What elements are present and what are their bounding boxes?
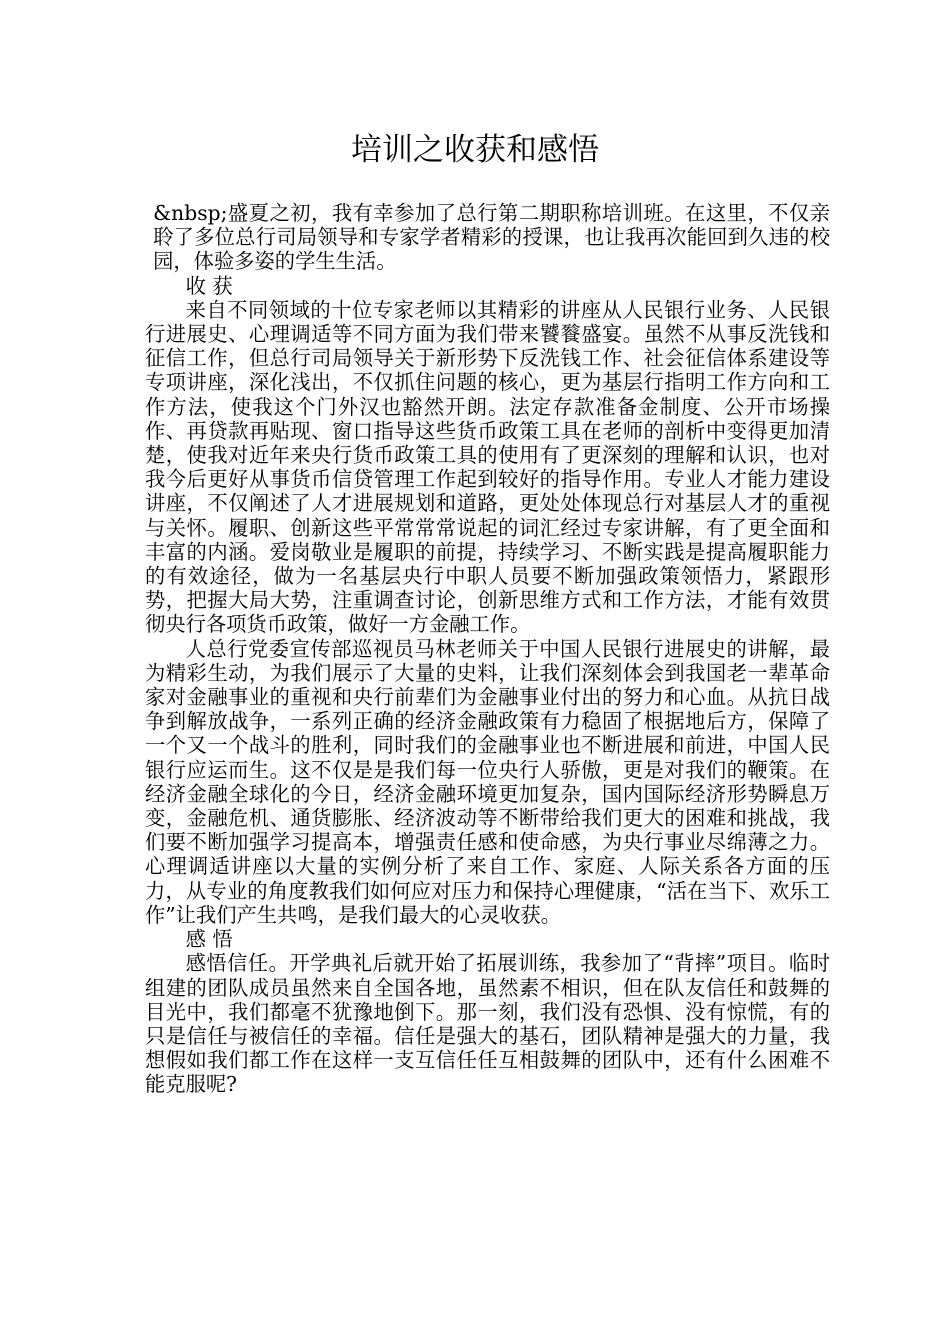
insight-paragraph-1: 感悟信任。开学典礼后就开始了拓展训练，我参加了“背摔”项目。临时组建的团队成员虽然来自全国各地，虽然素不相识，但在队友信任和鼓舞的目光中，我们都毫不犹豫地倒下。那一刻，我们没有恐惧、没有惊慌，有的只是信任与被信任的幸福。信任是强大的基石，团队精神是强大的力量，我想假如我们都工作在这样一支互信任任互相鼓舞的团队中，还有什么困难不能克服呢?	[145, 951, 830, 1097]
harvest-paragraph-2: 人总行党委宣传部巡视员马林老师关于中国人民银行进展史的讲解，最为精彩生动，为我们展示了大量的史料，让我们深刻体会到我国老一辈革命家对金融事业的重视和央行前辈们为金融事业付出的努力和心血。从抗日战争到解放战争，一系列正确的经济金融政策有力稳固了根据地后方，保障了一个又一个战斗的胜利，同时我们的金融事业也不断进展和前进，中国人民银行应运而生。这不仅是是我们每一位央行人骄傲，更是对我们的鞭策。在经济金融全球化的今日，经济金融环境更加复杂，国内国际经济形势瞬息万变，金融危机、通货膨胀、经济波动等不断带给我们更大的困难和挑战，我们要不断加强学习提高本，增强责任感和使命感，为央行事业尽绵薄之力。心理调适讲座以大量的实例分析了来自工作、家庭、人际关系各方面的压力，从专业的角度教我们如何应对压力和保持心理健康，“活在当下、欢乐工作”让我们产生共鸣，是我们最大的心灵收获。	[145, 636, 830, 927]
document-body	[145, 201, 830, 1097]
section-heading-insight: 感 悟	[185, 927, 233, 952]
section-heading-harvest: 收 获	[185, 273, 233, 298]
intro-paragraph: &nbsp;盛夏之初，我有幸参加了总行第二期职称培训班。在这里，不仅亲聆了多位总行司局领导和专家学者精彩的授课，也让我再次能回到久违的校园，体验多姿的学生生活。	[153, 201, 830, 274]
document-title: 培训之收获和感悟	[351, 132, 599, 168]
harvest-paragraph-1: 来自不同领域的十位专家老师以其精彩的讲座从人民银行业务、人民银行进展史、心理调适等不同方面为我们带来饕餮盛宴。虽然不从事反洗钱和征信工作，但总行司局领导关于新形势下反洗钱工作、社会征信体系建设等专项讲座，深化浅出，不仅抓住问题的核心，更为基层行指明工作方向和工作方法，使我这个门外汉也豁然开朗。法定存款准备金制度、公开市场操作、再贷款再贴现、窗口指导这些货币政策工具在老师的剖析中变得更加清楚，使我对近年来央行货币政策工具的使用有了更深刻的理解和认识，也对我今后更好从事货币信贷管理工作起到较好的指导作用。专业人才能力建设讲座，不仅阐述了人才进展规划和道路，更处处体现总行对基层人才的重视与关怀。履职、创新这些平常常常说起的词汇经过专家讲解，有了更全面和丰富的内涵。爱岗敬业是履职的前提，持续学习、不断实践是提高履职能力的有效途径，做为一名基层央行中职人员要不断加强政策领悟力，紧跟形势，把握大局大势，注重调查讨论，创新思维方式和工作方法，才能有效贯彻央行各项货币政策，做好一方金融工作。	[145, 297, 830, 637]
